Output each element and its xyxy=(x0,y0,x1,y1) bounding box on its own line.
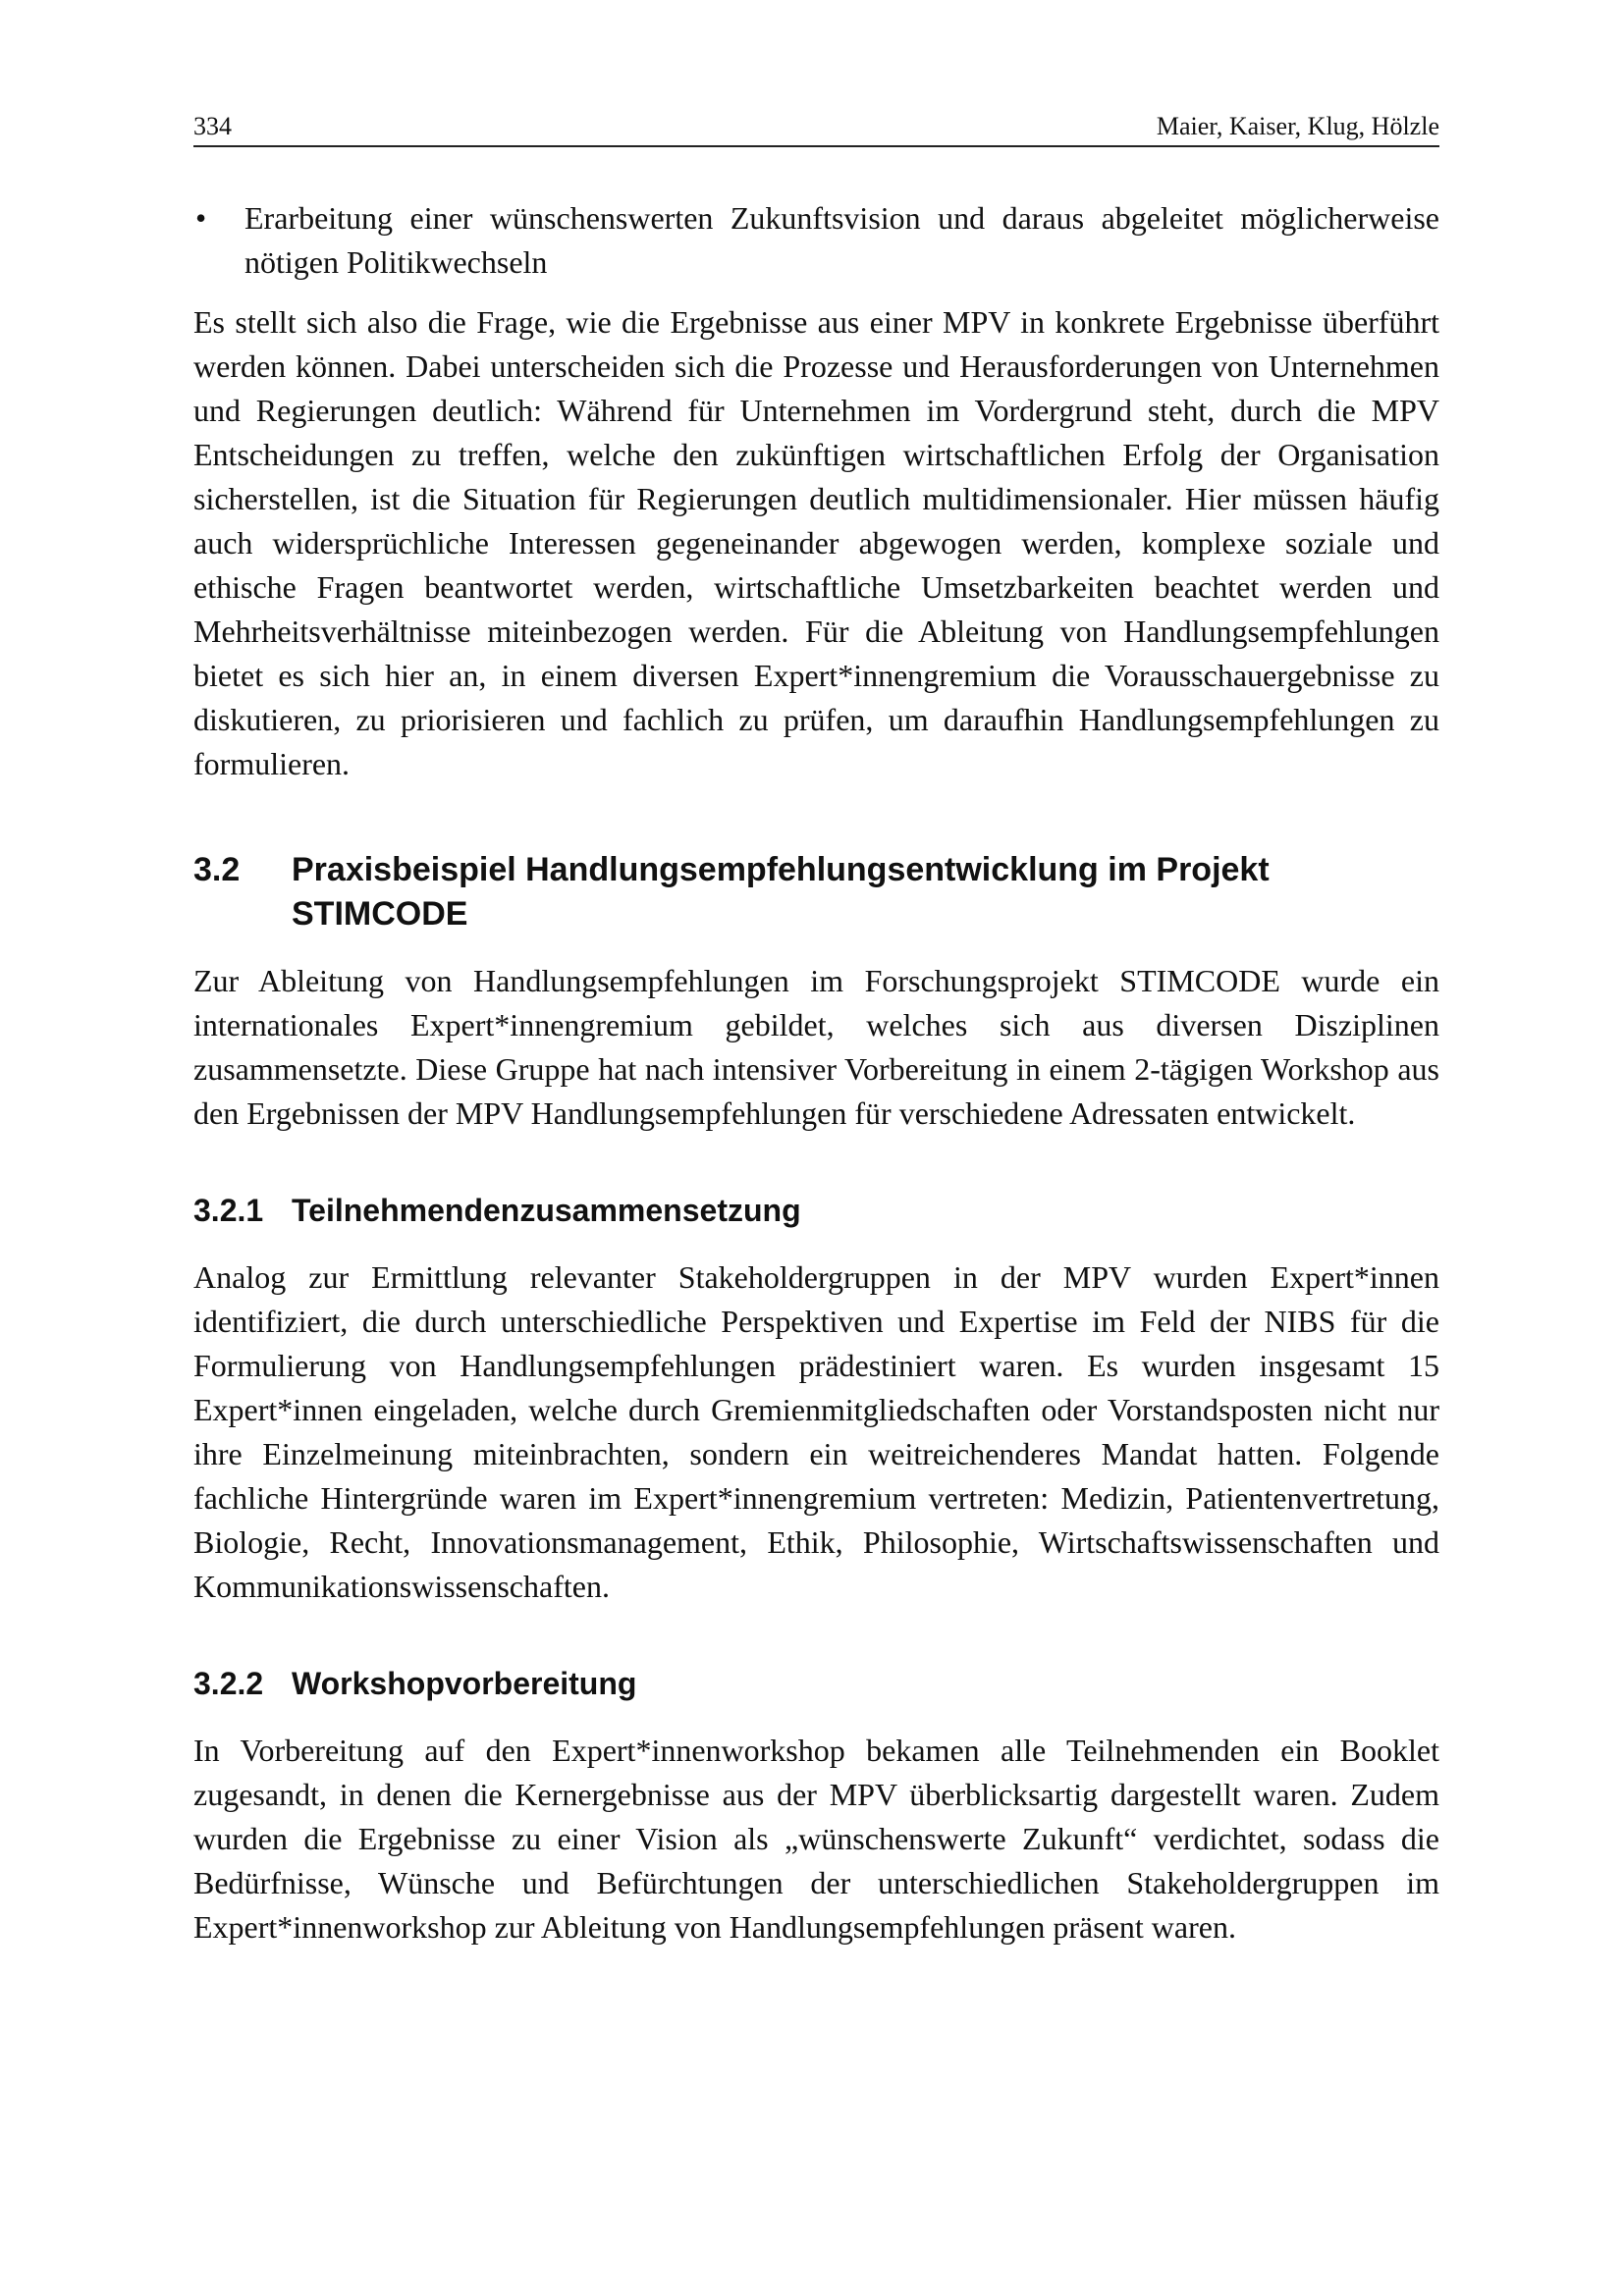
page-content xyxy=(193,196,1439,1949)
section-number: 3.2.1 xyxy=(193,1193,264,1228)
section-title: Workshopvorbereitung xyxy=(292,1666,637,1701)
section-title: Teilnehmendenzusammensetzung xyxy=(292,1193,801,1228)
section-3-2-paragraph: Zur Ableitung von Handlungsempfehlungen im Forschungsprojekt STIMCODE wurde ein internationales Expert*innengremium gebildet, welches sich aus diversen Disziplinen zusammensetzte. Diese Gruppe hat nach intensiver Vorbereitung in einem 2-tägigen Workshop aus den Ergebnissen der MPV Handlungsempfehlungen für verschiedene Adressaten entwickelt. xyxy=(193,963,1439,1131)
section-number: 3.2.2 xyxy=(193,1666,264,1701)
bullet-icon: • xyxy=(195,200,207,236)
section-3-2-1-paragraph: Analog zur Ermittlung relevanter Stakeholdergruppen in der MPV wurden Expert*innen identifiziert, die durch unterschiedliche Perspektiven und Expertise im Feld der NIBS für die Formulierung von Handlungsempfehlungen prädestiniert waren. Es wurden insgesamt 15 Expert*innen eingeladen, welche durch Gremienmitgliedschaften oder Vorstandsposten nicht nur ihre Einzelmeinung miteinbrachten, sondern ein weitreichenderes Mandat hatten. Folgende fachliche Hintergründe waren im Expert*innengremium vertreten: Medizin, Patientenvertretung, Biologie, Recht, Innovationsmanagement, Ethik, Philosophie, Wirtschaftswissenschaften und Kommunikationswissenschaften. xyxy=(193,1259,1439,1604)
section-heading-3-2-1 xyxy=(193,1190,1439,1231)
page-number: 334 xyxy=(193,112,232,140)
section-title: Praxisbeispiel Handlungsempfehlungsentwicklung im Projekt STIMCODE xyxy=(292,851,1270,933)
section-3-2-2-paragraph: In Vorbereitung auf den Expert*innenworkshop bekamen alle Teilnehmenden ein Booklet zugesandt, in denen die Kernergebnisse aus der MPV überblicksartig dargestellt waren. Zudem wurden die Ergebnisse zu einer Vision als „wünschenswerte Zukunft“ verdichtet, sodass die Bedürfnisse, Wünsche und Befürchtungen der unterschiedlichen Stakeholdergruppen im Expert*innenworkshop zur Ableitung von Handlungsempfehlungen präsent waren. xyxy=(193,1733,1439,1945)
bullet-item xyxy=(193,196,1439,285)
section-heading-3-2-2 xyxy=(193,1663,1439,1704)
bullet-text: Erarbeitung einer wünschenswerten Zukunftsvision und daraus abgeleitet möglicherweise nötigen Politikwechseln xyxy=(244,200,1439,280)
section-number: 3.2 xyxy=(193,851,241,888)
running-head-authors: Maier, Kaiser, Klug, Hölzle xyxy=(1156,112,1439,140)
page-header xyxy=(193,110,1439,147)
section-heading-3-2 xyxy=(193,848,1439,936)
intro-paragraph: Es stellt sich also die Frage, wie die Ergebnisse aus einer MPV in konkrete Ergebnisse überführt werden können. Dabei unterscheiden sich die Prozesse und Herausforderungen von Unternehmen und Regierungen deutlich: Während für Unternehmen im Vordergrund steht, durch die MPV Entscheidungen zu treffen, welche den zukünftigen wirtschaftlichen Erfolg der Organisation sicherstellen, ist die Situation für Regierungen deutlich multidimensionaler. Hier müssen häufig auch widersprüchliche Interessen gegeneinander abgewogen werden, komplexe soziale und ethische Fragen beantwortet werden, wirtschaftliche Umsetzbarkeiten beachtet werden und Mehrheitsverhältnisse miteinbezogen werden. Für die Ableitung von Handlungsempfehlungen bietet es sich hier an, in einem diversen Expert*innengremium die Vorausschauergebnisse zu diskutieren, zu priorisieren und fachlich zu prüfen, um daraufhin Handlungsempfehlungen zu formulieren. xyxy=(193,304,1439,781)
